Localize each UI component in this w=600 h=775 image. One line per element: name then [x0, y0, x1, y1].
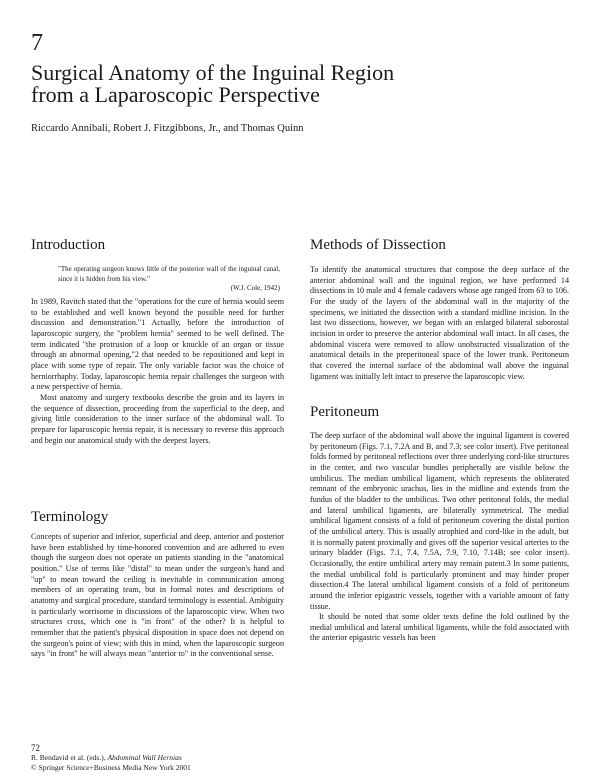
peritoneum-body [310, 431, 569, 731]
terminology-paragraph-1: Concepts of superior and inferior, superficial and deep, anterior and posterior have been established by time-honored convention and are adhered to even though the surgeon does not operate on patients standing in the "anatomical position." Use of terms like "distal" to mean under the surgeon's hand and "up" to mean toward the ceiling is inevitable in communication among members of an operating team, but in formal notes and descriptions of anatomy and surgical procedure, standard terminology is essential. Ambiguity is particularly worrisome in discussions of the laparoscopic view. When two structures cross, which one is "in front" of the other? It is helpful to remember that the patient's physical disposition in space does not depend on the surgeon's point of view; with this in mind, when the laparoscopic surgeon says "in front" he will always mean "anterior to" in the conventional sense. [31, 532, 284, 659]
citation-title: Abdominal Wall Hernias [107, 753, 182, 762]
peritoneum-paragraph-2: It should be noted that some older texts define the fold outlined by the medial umbilical and lateral umbilical ligaments, while the fold associated with the anterior epigastric vessels has been [310, 612, 569, 643]
chapter-number: 7 [31, 30, 43, 56]
peritoneum-heading: Peritoneum [310, 404, 380, 420]
terminology-body [31, 532, 284, 660]
page-number: 72 [31, 743, 40, 753]
introduction-body [31, 297, 284, 446]
epigraph [58, 265, 280, 294]
chapter-title-line-2: from a Laparoscopic Perspective [31, 82, 320, 107]
copyright-line: © Springer Science+Business Media New York 2001 [31, 763, 191, 772]
introduction-heading: Introduction [31, 237, 106, 253]
citation-prefix: R. Bendavid et al. (eds.), [31, 753, 106, 762]
citation [31, 753, 182, 763]
methods-body [310, 265, 569, 382]
epigraph-text: "The operating surgeon knows little of the posterior wall of the inguinal canal, since it is hidden from his view." [58, 265, 280, 283]
epigraph-attribution: (W.J. Cole, 1942) [230, 284, 280, 292]
methods-heading: Methods of Dissection [310, 237, 446, 253]
introduction-paragraph-1: In 1989, Ravitch stated that the "operations for the cure of hernia would seem to be established and well known beyond the possible need for further discussion and demonstration."1 Actually, before the introduction of laparoscopic surgery, the "problem hernia" seemed to be well defined. The term indicated "the protrusion of a loop or knuckle of an organ or tissue through an abnormal opening,"2 that needed to be repositioned and kept in place with some type of repair. The only variable factor was the choice of herniorrhaphy. Today, laparoscopic hernia repair challenges the surgeon with a new perspective of hernia. [31, 297, 284, 392]
peritoneum-paragraph-1: The deep surface of the abdominal wall above the inguinal ligament is covered by peritoneum (Figs. 7.1, 7.2A and B, and 7.3; see color insert). Five peritoneal folds formed by peritoneal reflections over three underlying cord-like structures in the center, and two vascular bundles peripherally are visible below the umbilicus. The median umbilical ligament, which represents the obliterated remnant of the embryonic urachus, lies in the midline and extends from the fundus of the bladder to the umbilicus. Two other peritoneal folds, the medial and lateral umbilical ligaments, are bilaterally symmetrical. The medial umbilical ligament consists of a fold of peritoneum covering the distal portion of the umbilical artery. This is usually atrophied and cord-like in the adult, but it is normally patent proximally and gives off the superior vesical arteries to the urinary bladder (Figs. 7.1, 7.4, 7.5A, 7.9, 7.10, 7.14B; see color insert). Occasionally, the entire umbilical artery may remain patent.3 In some patients, the medial umbilical fold is particularly prominent and may hinder proper dissection.4 The lateral umbilical ligament consists of a fold of peritoneum around the inferior epigastric vessels, together with a variable amount of fatty tissue. [310, 431, 569, 611]
chapter-authors: Riccardo Annibali, Robert J. Fitzgibbons, Jr., and Thomas Quinn [31, 123, 304, 134]
terminology-heading: Terminology [31, 509, 109, 525]
chapter-title [31, 62, 551, 106]
methods-paragraph-1: To identify the anatomical structures that compose the deep surface of the anterior abdominal wall and the inguinal region, we have performed 14 dissections in 10 male and 4 female cadavers whose age ranged from 63 to 106. For the study of the layers of the abdominal wall in the majority of the specimens, we initiated the dissection with a standard midline incision. In the last two dissections, however, we began with an enlarged bilateral suborostal incision in order to preserve the anterior abdominal wall intact. In all cases, the abdominal viscera were removed to allow unobstructed visualization of the anatomical details in the preperitoneal space of the lower trunk. Peritoneum that covered the internal surface of the abdominal wall above the inguinal ligament was initially left intact to preserve the laparoscopic view. [310, 265, 569, 381]
chapter-title-line-1: Surgical Anatomy of the Inguinal Region [31, 60, 395, 85]
introduction-paragraph-2: Most anatomy and surgery textbooks describe the groin and its layers in the sequence of dissection, proceeding from the superficial to the deep, and giving little consideration to the inner surface of the abdominal wall. To prepare for laparoscopic hernia repair, it is necessary to reverse this approach and begin our anatomical study with the deepest layers. [31, 392, 284, 445]
